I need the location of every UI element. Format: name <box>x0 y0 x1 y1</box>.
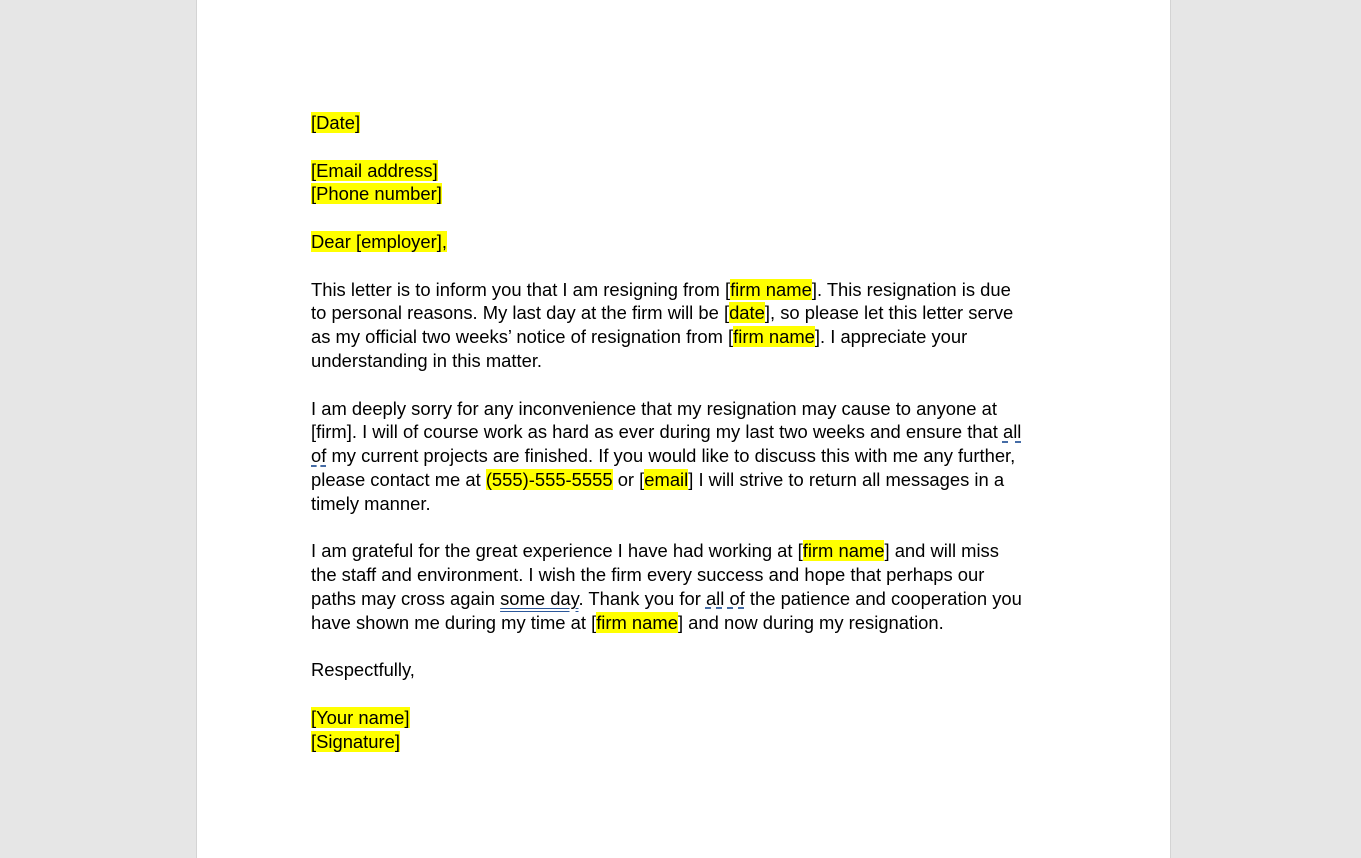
text-run: to personal reasons. My last day at the firm will be [ <box>311 302 730 324</box>
paragraph-3-line-2 <box>311 563 1071 587</box>
blank-line <box>311 682 1071 706</box>
email-line <box>311 159 1071 183</box>
text-run: This letter is to inform you that I am resigning from [ <box>311 278 731 300</box>
text-run: [firm]. I will of course work as hard as ever during my last two weeks and ensure that <box>311 421 1003 443</box>
phone-number-highlight: (555)-555-5555 <box>485 468 613 490</box>
blank-line <box>311 516 1071 540</box>
paragraph-2-line-2 <box>311 420 1071 444</box>
closing-line <box>311 658 1071 682</box>
your-name-placeholder: [Your name] <box>311 706 410 728</box>
date-inline-placeholder: date <box>729 302 765 324</box>
firm-name-placeholder: firm name <box>802 540 885 562</box>
paragraph-2-line-4 <box>311 468 1071 492</box>
text-run: my current projects are finished. If you would like to discuss this with me any further, <box>326 445 1016 467</box>
text-run: . Thank you for <box>578 587 706 609</box>
email-placeholder: [Email address] <box>311 159 438 181</box>
text-run: paths may cross again <box>311 587 501 609</box>
salutation-line <box>311 230 1071 254</box>
closing: Respectfully, <box>311 659 415 681</box>
paragraph-1-line-2 <box>311 301 1071 325</box>
text-run: the staff and environment. I wish the firm every success and hope that perhaps our <box>311 564 985 586</box>
date-placeholder: [Date] <box>311 112 361 133</box>
text-run: I am deeply sorry for any inconvenience that my resignation may cause to anyone at <box>311 397 997 419</box>
text-run: I am grateful for the great experience I have had working at [ <box>311 540 803 562</box>
grammar-suggestion[interactable]: of <box>311 445 327 467</box>
paragraph-1-line-1 <box>311 278 1071 302</box>
date-line <box>311 111 1071 135</box>
grammar-suggestion[interactable]: all <box>1002 421 1022 443</box>
text-run: please contact me at <box>311 468 486 490</box>
text-run: ] I will strive to return all messages in a <box>688 468 1005 490</box>
text-run: have shown me during my time at [ <box>311 611 597 633</box>
text-run: or [ <box>612 468 645 490</box>
firm-name-placeholder: firm name <box>730 278 812 300</box>
paragraph-1-line-4 <box>311 349 1071 373</box>
firm-name-placeholder: firm name <box>596 611 678 633</box>
text-run: ] and now during my resignation. <box>677 611 944 633</box>
phone-line <box>311 182 1071 206</box>
paragraph-3-line-3 <box>311 587 1071 611</box>
text-run: the patience and cooperation you <box>744 587 1022 609</box>
text-run: ] and will miss <box>884 540 999 562</box>
document-page[interactable] <box>196 0 1171 858</box>
blank-line <box>311 254 1071 278</box>
paragraph-2-line-3 <box>311 444 1071 468</box>
paragraph-1-line-3 <box>311 325 1071 349</box>
grammar-suggestion[interactable]: some day <box>500 587 579 609</box>
grammar-suggestion[interactable]: all of <box>705 587 745 609</box>
your-name-line <box>311 706 1071 730</box>
paragraph-2-line-5 <box>311 492 1071 516</box>
text-run: as my official two weeks’ notice of resignation from [ <box>311 326 734 348</box>
signature-placeholder: [Signature] <box>311 730 400 752</box>
paragraph-2-line-1 <box>311 397 1071 421</box>
text-run: timely manner. <box>311 492 431 514</box>
blank-line <box>311 206 1071 230</box>
text-run: understanding in this matter. <box>311 349 543 371</box>
blank-line <box>311 135 1071 159</box>
phone-placeholder: [Phone number] <box>311 183 442 205</box>
email-inline-placeholder: email <box>644 468 689 490</box>
text-run: ]. This resignation is due <box>811 278 1011 300</box>
paragraph-3-line-4 <box>311 611 1071 635</box>
blank-line <box>311 635 1071 659</box>
signature-line <box>311 730 1071 754</box>
firm-name-placeholder: firm name <box>733 326 815 348</box>
text-run: ], so please let this letter serve <box>764 302 1014 324</box>
paragraph-3-line-1 <box>311 539 1071 563</box>
text-run: ]. I appreciate your <box>814 326 968 348</box>
salutation: Dear [employer], <box>311 230 447 252</box>
blank-line <box>311 373 1071 397</box>
letter-body[interactable] <box>311 111 1071 754</box>
